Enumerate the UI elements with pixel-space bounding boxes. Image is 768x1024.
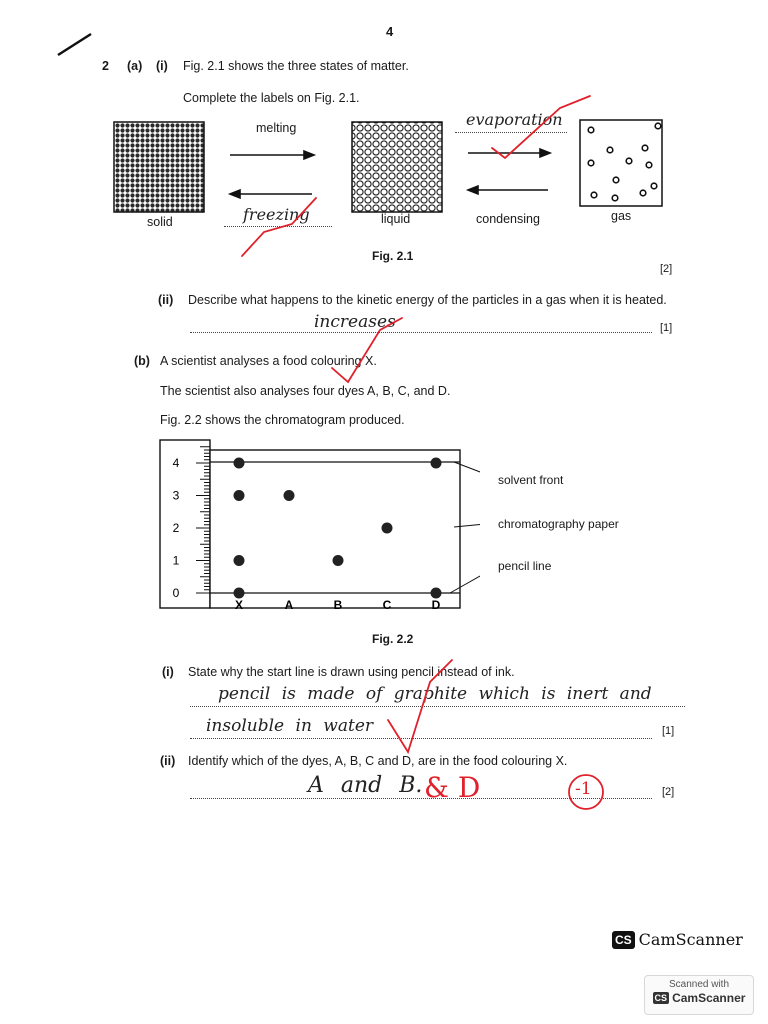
answer-a-ii: increases xyxy=(314,312,396,332)
b-i-question: State why the start line is drawn using pencil instead of ink. xyxy=(188,665,515,679)
ruler-tick-label: 1 xyxy=(172,553,180,568)
b-line-1: A scientist analyses a food colouring X. xyxy=(160,354,377,368)
lane-label-b: B xyxy=(333,598,343,612)
tick-evaporation xyxy=(492,96,590,158)
b-line-3: Fig. 2.2 shows the chromatogram produced. xyxy=(160,413,405,427)
tick-b-i xyxy=(388,660,452,752)
marks-b-ii: [2] xyxy=(662,786,675,798)
melting-label: melting xyxy=(256,121,297,135)
camscanner-brand: CamScanner xyxy=(638,930,743,949)
part-a-label: (a) xyxy=(127,59,143,73)
sub-ii-question: Describe what happens to the kinetic energy of the particles in a gas when it is heated. xyxy=(188,293,667,307)
ruler-tick-label: 4 xyxy=(172,456,180,470)
question-number: 2 xyxy=(102,59,109,73)
ruler-tick-label: 0 xyxy=(172,586,180,600)
condensing-label: condensing xyxy=(476,212,540,226)
page-number: 4 xyxy=(386,24,394,39)
answer-b-ii: A and B. xyxy=(308,773,423,798)
camscanner-watermark xyxy=(612,930,743,949)
tick-freezing xyxy=(242,198,316,256)
marks-a-i: [2] xyxy=(660,263,673,275)
answer-b-i-text-1: pencil is made of graphite which is inert and xyxy=(218,684,652,704)
gas-label: gas xyxy=(611,209,632,223)
fig-2-2-caption: Fig. 2.2 xyxy=(372,632,414,646)
scanned-with-text: Scanned with xyxy=(668,979,730,990)
ruler-tick-label: 3 xyxy=(172,488,180,503)
answer-freezing: freezing xyxy=(243,205,310,224)
sub-i-label: (i) xyxy=(156,59,168,73)
cs-small-logo-icon: CS xyxy=(654,993,668,1003)
scanned-with-badge xyxy=(644,975,754,1015)
tick-a-ii xyxy=(332,318,402,382)
fig-2-1-caption: Fig. 2.1 xyxy=(372,249,414,263)
answer-evaporation: evaporation xyxy=(466,110,563,129)
label-pencil-line: pencil line xyxy=(498,559,552,573)
b-ii-question: Identify which of the dyes, A, B, C and D, are in the food colouring X. xyxy=(188,754,568,768)
lane-label-c: C xyxy=(382,598,392,612)
ruler-tick-label: 2 xyxy=(172,521,180,535)
b-i-label: (i) xyxy=(162,665,174,679)
teacher-score: -1 xyxy=(575,779,592,799)
cs-logo-icon: CS xyxy=(612,931,635,949)
lane-label-d: D xyxy=(431,598,441,612)
marks-b-i: [1] xyxy=(662,725,675,737)
scanned-brand: CamScanner xyxy=(672,991,746,1005)
label-chromatography-paper: chromatography paper xyxy=(498,517,619,531)
marks-a-ii: [1] xyxy=(660,322,673,334)
solid-label: solid xyxy=(147,215,173,229)
b-ii-label: (ii) xyxy=(160,754,176,768)
question-instruction: Complete the labels on Fig. 2.1. xyxy=(183,91,360,105)
part-b-label: (b) xyxy=(134,354,150,368)
liquid-label: liquid xyxy=(381,212,411,226)
b-line-2: The scientist also analyses four dyes A, B, C, and D. xyxy=(160,384,451,398)
question-intro: Fig. 2.1 shows the three states of matter. xyxy=(183,59,409,73)
lane-label-x: X xyxy=(234,598,244,612)
teacher-addition: & D xyxy=(424,771,481,804)
label-solvent-front: solvent front xyxy=(498,473,564,487)
answer-b-i-text-2: insoluble in water xyxy=(206,716,374,736)
lane-label-a: A xyxy=(284,598,294,612)
sub-ii-label: (ii) xyxy=(158,293,174,307)
